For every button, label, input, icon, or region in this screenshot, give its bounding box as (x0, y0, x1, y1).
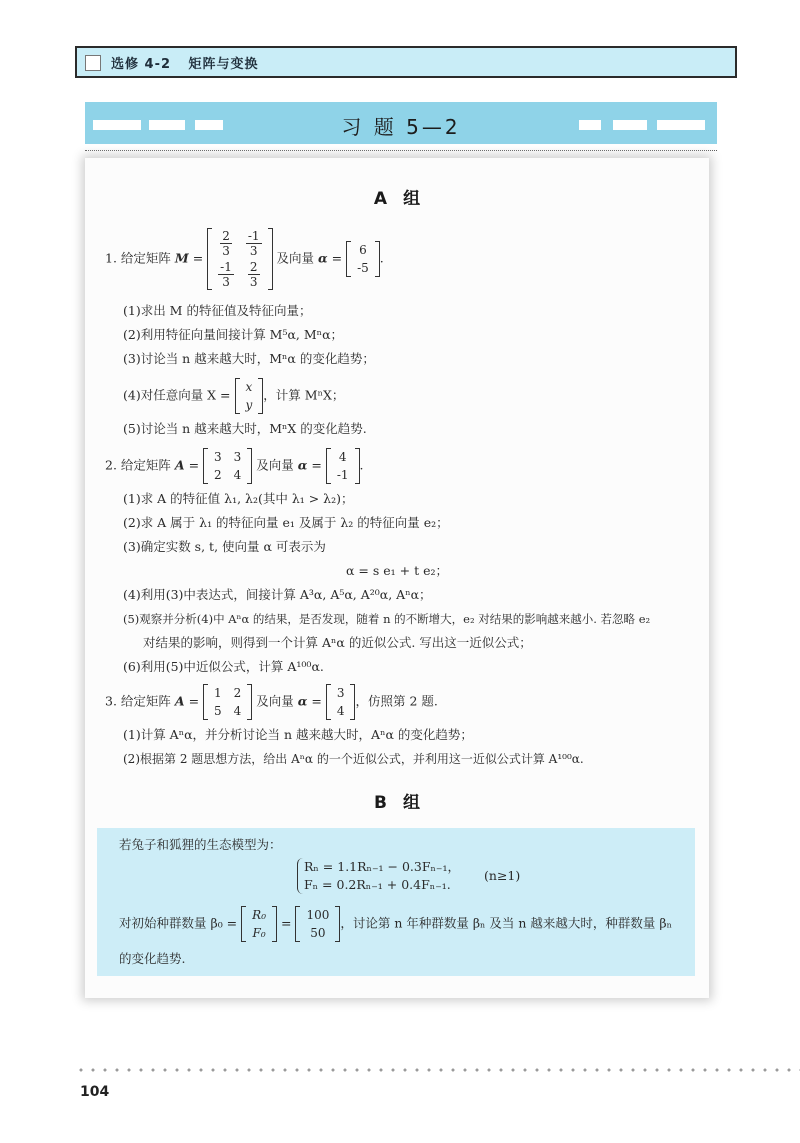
footer-dotted-rule (75, 1068, 800, 1072)
header-section: 选修 4-2 (111, 57, 172, 72)
vector-X: x y (235, 378, 264, 414)
chapter-header (75, 46, 737, 78)
page-number: 104 (80, 1084, 110, 1100)
p3-item-1: (1)计算 Aⁿα，并分析讨论当 n 越来越大时，Aⁿα 的变化趋势； (123, 727, 473, 742)
p2-item-6: (6)利用(5)中近似公式，计算 A¹⁰⁰α. (123, 659, 324, 674)
vector-alpha-1: 6 -5 (346, 241, 380, 277)
problem-2-statement: 2. 给定矩阵 A = 3 3 2 4 及向量 α = 4 -1 . (105, 450, 364, 482)
p1-item-2: (2)利用特征向量间接计算 M⁵α, Mⁿα； (123, 327, 344, 342)
b1-system: Rₙ = 1.1Rₙ₋₁ − 0.3Fₙ₋₁， Fₙ = 0.2Rₙ₋₁ + 0.4Fₙ₋₁. (n≥1) (297, 858, 520, 894)
b1-line2: 对初始种群数量 β₀ = R₀ F₀ = 100 50 ，讨论第 n 年种群数量 βₙ 及当 n 越来越大时，种群数量 βₙ (119, 908, 673, 940)
p1-item-3: (3)讨论当 n 越来越大时，Mⁿα 的变化趋势； (123, 351, 375, 366)
equation-system: Rₙ = 1.1Rₙ₋₁ − 0.3Fₙ₋₁， Fₙ = 0.2Rₙ₋₁ + 0.4Fₙ₋₁. (297, 858, 460, 894)
banner-underline (85, 150, 717, 153)
p1-item-4: (4)对任意向量 X = x y ，计算 MⁿX； (123, 380, 345, 412)
banner-deco-bar (657, 120, 705, 130)
problem-1-statement: 1. 给定矩阵 M = $\frac{2}{3}$ $\frac{-1}{3}$ $\frac{-1}{3}$ $\frac{2}{3}$ 及向量 α = 6 -5 . (105, 229, 384, 289)
matrix-A-2: 3 3 2 4 (203, 448, 252, 484)
p3-item-2: (2)根据第 2 题思想方法，给出 Aⁿα 的一个近似公式，并利用这一近似公式计算 A¹⁰⁰α. (123, 752, 584, 766)
p2-item-1: (1)求 A 的特征值 λ₁, λ₂(其中 λ₁ > λ₂)； (123, 491, 354, 506)
p2-item-5-cont: 对结果的影响，则得到一个计算 Aⁿα 的近似公式. 写出这一近似公式； (143, 635, 532, 650)
vector-beta-values: 100 50 (295, 906, 340, 942)
header-text (111, 53, 259, 72)
exercise-panel (85, 158, 709, 998)
exercise-title: 习 题 5—2 (341, 115, 461, 139)
p2-item-5: (5)观察并分析(4)中 Aⁿα 的结果，是否发现，随着 n 的不断增大，e₂ 对结果的影响越来越小. 若忽略 e₂ (123, 612, 651, 626)
banner-deco-bar (613, 120, 647, 130)
group-b-box (97, 828, 695, 976)
p2-item-4: (4)利用(3)中表达式，间接计算 A³α, A⁵α, A²⁰α, Aⁿα； (123, 587, 432, 602)
group-a-title: A 组 (373, 189, 421, 209)
p2-item-3: (3)确定实数 s, t, 使向量 α 可表示为 (123, 539, 326, 554)
group-b-title: B 组 (374, 793, 420, 813)
b1-intro: 若兔子和狐狸的生态模型为： (119, 837, 282, 852)
p2-item-3-formula: α = s e₁ + t e₂； (346, 563, 448, 578)
vector-alpha-3: 3 4 (326, 684, 356, 720)
header-title: 矩阵与变换 (188, 57, 259, 72)
matrix-M: $\frac{2}{3}$ $\frac{-1}{3}$ $\frac{-1}{3}$ $\frac{2}{3}$ (207, 228, 272, 290)
p1-item-1: (1)求出 M 的特征值及特征向量； (123, 303, 312, 318)
problem-3-statement: 3. 给定矩阵 A = 1 2 5 4 及向量 α = 3 4 ，仿照第 2 题. (105, 686, 438, 718)
exercise-banner (85, 102, 717, 144)
matrix-A-3: 1 2 5 4 (203, 684, 252, 720)
b1-line3: 的变化趋势. (119, 951, 186, 966)
vector-alpha-2: 4 -1 (326, 448, 360, 484)
vector-beta-symbols: R₀ F₀ (241, 906, 277, 942)
p1-item-5: (5)讨论当 n 越来越大时，MⁿX 的变化趋势. (123, 421, 367, 436)
banner-deco-bar (579, 120, 601, 130)
p2-item-2: (2)求 A 属于 λ₁ 的特征向量 e₁ 及属于 λ₂ 的特征向量 e₂； (123, 515, 449, 530)
header-marker (85, 55, 101, 71)
